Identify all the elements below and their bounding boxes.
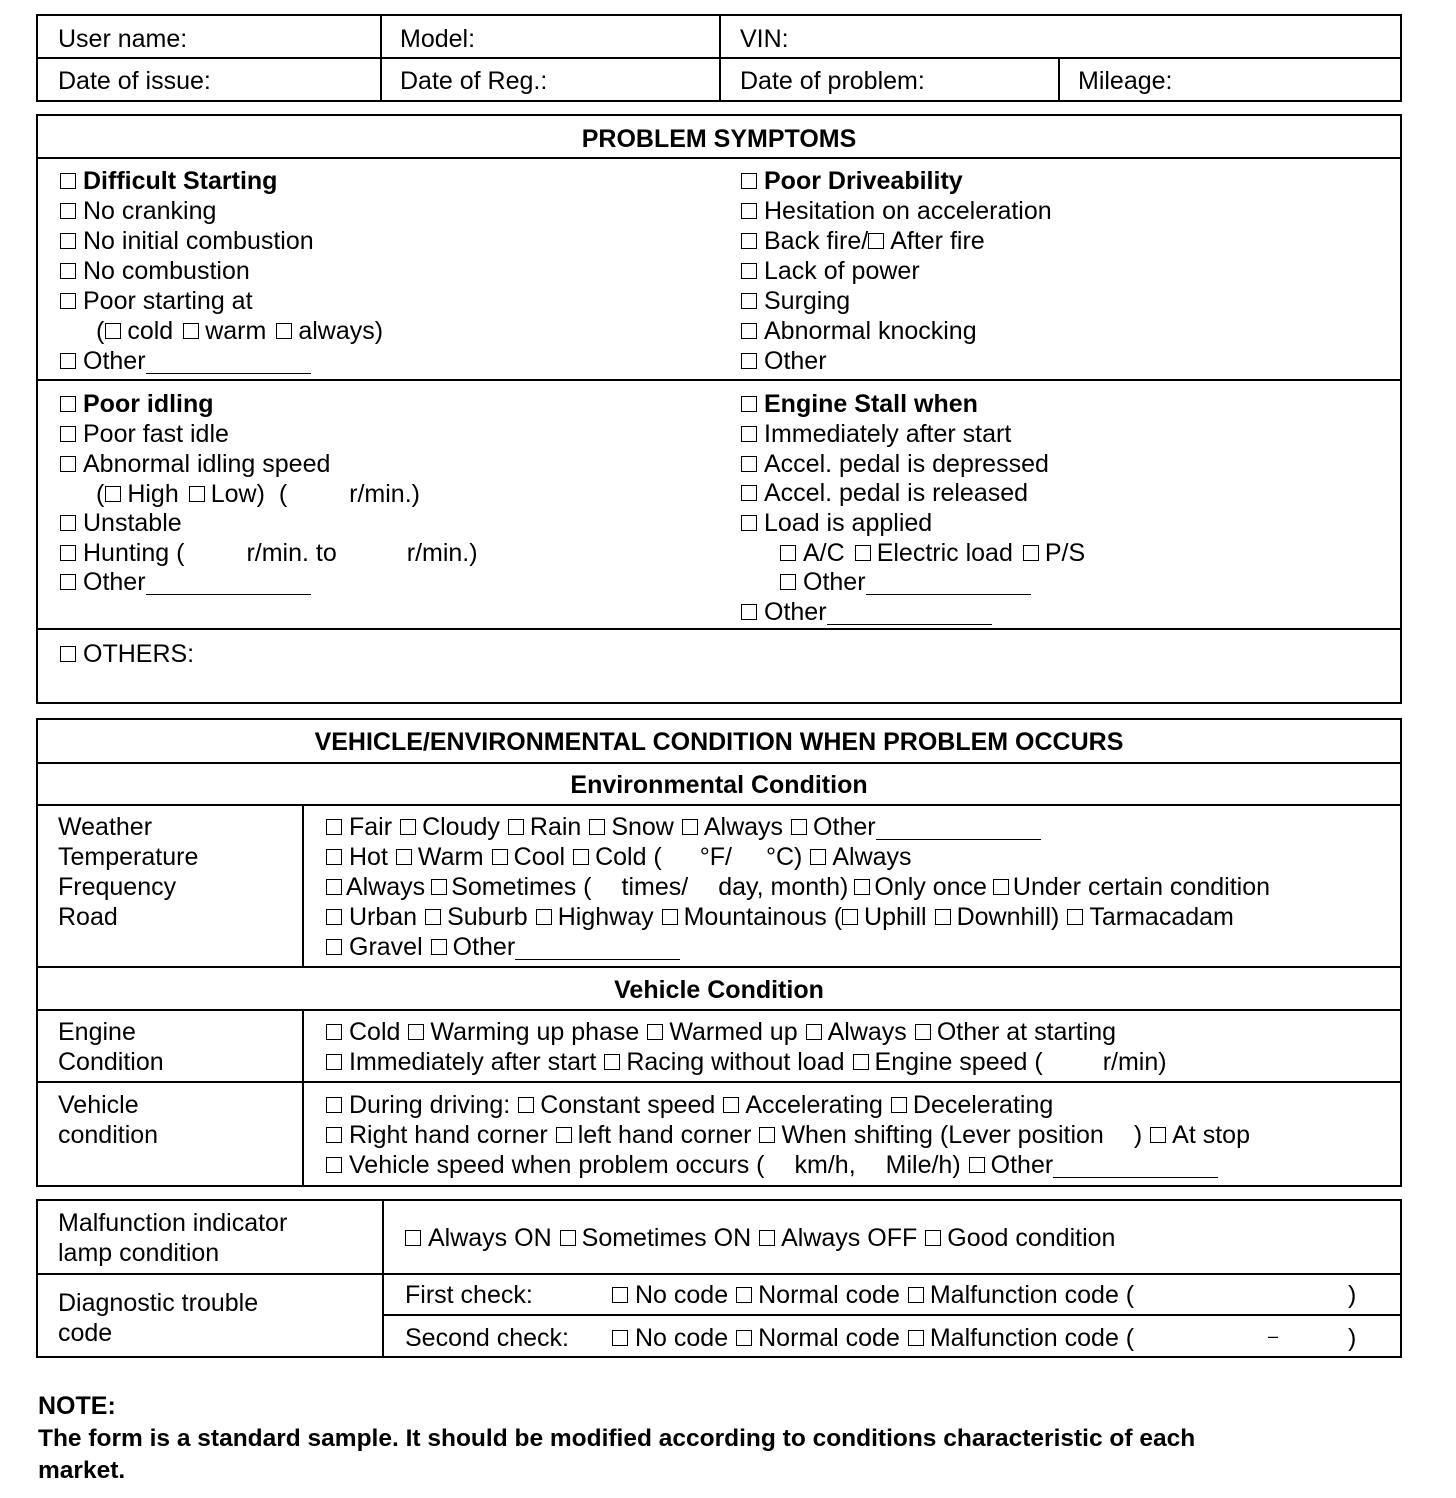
divider bbox=[36, 1009, 1402, 1011]
blank-line[interactable] bbox=[146, 570, 311, 595]
checkbox[interactable] bbox=[560, 1230, 576, 1246]
stall-other[interactable]: Other bbox=[741, 597, 992, 627]
no-cranking-item[interactable]: No cranking bbox=[60, 196, 216, 226]
checkbox[interactable] bbox=[326, 849, 342, 865]
checkbox[interactable] bbox=[60, 233, 76, 249]
vehicle-label: Vehicle bbox=[58, 1091, 139, 1119]
temperature-options: Hot Warm Cool Cold ( °F/ °C) Always bbox=[326, 842, 912, 872]
checkbox[interactable] bbox=[326, 819, 342, 835]
note-heading: NOTE: bbox=[38, 1392, 116, 1420]
checkbox[interactable] bbox=[60, 574, 76, 590]
checkbox[interactable] bbox=[60, 293, 76, 309]
load-options: A/C Electric load P/S bbox=[780, 538, 1085, 568]
second-check-label: Second check: bbox=[405, 1324, 569, 1352]
engine-options: Cold Warming up phase Warmed up Always Other at starting bbox=[326, 1017, 1116, 1047]
divider bbox=[1058, 57, 1060, 102]
blank-line[interactable] bbox=[146, 349, 311, 374]
divider bbox=[382, 1314, 1402, 1316]
abnormal-knocking-item[interactable]: Abnormal knocking bbox=[741, 316, 977, 346]
engine-stall-heading[interactable]: Engine Stall when bbox=[741, 389, 978, 419]
checkbox[interactable] bbox=[647, 1024, 663, 1040]
driveability-other[interactable]: Other bbox=[741, 346, 827, 376]
checkbox[interactable] bbox=[741, 323, 757, 339]
checkbox[interactable] bbox=[891, 1097, 907, 1113]
temperature-label: Temperature bbox=[58, 843, 199, 871]
checkbox[interactable] bbox=[60, 396, 76, 412]
checkbox[interactable] bbox=[105, 323, 121, 339]
checkbox[interactable] bbox=[425, 909, 441, 925]
dtc-label-2: code bbox=[58, 1319, 113, 1347]
checkbox[interactable] bbox=[741, 203, 757, 219]
checkbox[interactable] bbox=[60, 173, 76, 189]
checkbox[interactable] bbox=[915, 1024, 931, 1040]
poor-idling-heading[interactable]: Poor idling bbox=[60, 389, 214, 419]
checkbox[interactable] bbox=[741, 396, 757, 412]
problem-symptoms-section bbox=[36, 114, 1402, 704]
checkbox[interactable] bbox=[741, 515, 757, 531]
checkbox[interactable] bbox=[60, 515, 76, 531]
idling-speed-options: ( High Low) ( r/min.) bbox=[96, 480, 420, 508]
divider bbox=[302, 1009, 304, 1187]
divider bbox=[719, 14, 721, 102]
checkbox[interactable] bbox=[741, 456, 757, 472]
checkbox[interactable] bbox=[759, 1230, 775, 1246]
poor-driveability-heading[interactable]: Poor Driveability bbox=[741, 166, 963, 196]
checkbox[interactable] bbox=[759, 1127, 775, 1143]
checkbox[interactable] bbox=[741, 263, 757, 279]
checkbox[interactable] bbox=[556, 1127, 572, 1143]
blank-line[interactable] bbox=[866, 570, 1031, 595]
second-check-dash: – bbox=[1268, 1326, 1279, 1346]
engine-label-2: Condition bbox=[58, 1048, 164, 1076]
hunting-item[interactable]: Hunting ( r/min. to r/min.) bbox=[60, 538, 478, 568]
checkbox[interactable] bbox=[868, 233, 884, 249]
divider bbox=[382, 1199, 384, 1358]
date-of-problem-field[interactable]: Date of problem: bbox=[740, 67, 925, 95]
checkbox[interactable] bbox=[810, 849, 826, 865]
checkbox[interactable] bbox=[741, 485, 757, 501]
conditions-title: VEHICLE/ENVIRONMENTAL CONDITION WHEN PROBLEM OCCURS bbox=[314, 728, 1124, 756]
hesitation-item[interactable]: Hesitation on acceleration bbox=[741, 196, 1052, 226]
blank-line[interactable] bbox=[827, 600, 992, 625]
poor-starting-options: ( cold warm always) bbox=[96, 317, 384, 345]
checkbox[interactable] bbox=[276, 323, 292, 339]
checkbox[interactable] bbox=[741, 233, 757, 249]
checkbox[interactable] bbox=[854, 879, 870, 895]
checkbox[interactable] bbox=[604, 1054, 620, 1070]
vehicle-options-3: Vehicle speed when problem occurs ( km/h, Mile/h) Other bbox=[326, 1150, 1218, 1180]
checkbox[interactable] bbox=[573, 849, 589, 865]
checkbox[interactable] bbox=[60, 353, 76, 369]
checkbox[interactable] bbox=[326, 1097, 342, 1113]
checkbox[interactable] bbox=[791, 819, 807, 835]
checkbox[interactable] bbox=[105, 486, 121, 502]
user-name-field[interactable]: User name: bbox=[58, 25, 188, 53]
frequency-label: Frequency bbox=[58, 873, 177, 901]
first-check-close: ) bbox=[1348, 1281, 1357, 1309]
second-check-close: ) bbox=[1348, 1324, 1357, 1352]
checkbox[interactable] bbox=[326, 1127, 342, 1143]
checkbox[interactable] bbox=[326, 879, 342, 895]
checkbox[interactable] bbox=[662, 909, 678, 925]
checkbox[interactable] bbox=[1150, 1127, 1166, 1143]
mileage-field[interactable]: Mileage: bbox=[1078, 67, 1173, 95]
stall-immediately-item[interactable]: Immediately after start bbox=[741, 419, 1011, 449]
checkbox[interactable] bbox=[612, 1287, 628, 1303]
note-text-2: market. bbox=[38, 1457, 126, 1484]
checkbox[interactable] bbox=[682, 819, 698, 835]
frequency-options: Always Sometimes ( times/ day, month) Only once Under certain condition bbox=[326, 872, 1270, 902]
checkbox[interactable] bbox=[780, 545, 796, 561]
first-check-label: First check: bbox=[405, 1281, 533, 1309]
checkbox[interactable] bbox=[518, 1097, 534, 1113]
divider bbox=[36, 804, 1402, 806]
checkbox[interactable] bbox=[326, 909, 342, 925]
checkbox[interactable] bbox=[408, 1024, 424, 1040]
checkbox[interactable] bbox=[741, 293, 757, 309]
checkbox[interactable] bbox=[536, 909, 552, 925]
back-fire-item[interactable]: Back fire/ After fire bbox=[741, 226, 985, 256]
others-item[interactable]: OTHERS: bbox=[60, 639, 194, 669]
checkbox[interactable] bbox=[741, 173, 757, 189]
checkbox[interactable] bbox=[993, 879, 1009, 895]
problem-symptoms-title: PROBLEM SYMPTOMS bbox=[581, 125, 857, 153]
divider bbox=[36, 966, 1402, 968]
blank-line[interactable] bbox=[515, 935, 680, 960]
checkbox[interactable] bbox=[736, 1287, 752, 1303]
divider bbox=[36, 1081, 1402, 1083]
road-label: Road bbox=[58, 903, 118, 931]
difficult-starting-heading[interactable]: Difficult Starting bbox=[60, 166, 277, 196]
divider bbox=[36, 762, 1402, 764]
checkbox[interactable] bbox=[60, 456, 76, 472]
divider bbox=[302, 804, 304, 966]
mil-options: Always ON Sometimes ON Always OFF Good condition bbox=[405, 1223, 1115, 1253]
stall-accel-depressed-item[interactable]: Accel. pedal is depressed bbox=[741, 449, 1049, 479]
dtc-label: Diagnostic trouble bbox=[58, 1289, 259, 1317]
date-of-issue-field[interactable]: Date of issue: bbox=[58, 67, 211, 95]
checkbox[interactable] bbox=[396, 849, 412, 865]
note-text: The form is a standard sample. It should be modified according to conditions characteristic of each bbox=[38, 1425, 1196, 1452]
poor-fast-idle-item[interactable]: Poor fast idle bbox=[60, 419, 229, 449]
checkbox[interactable] bbox=[400, 819, 416, 835]
checkbox[interactable] bbox=[853, 1054, 869, 1070]
checkbox[interactable] bbox=[589, 819, 605, 835]
checkbox[interactable] bbox=[326, 1054, 342, 1070]
checkbox[interactable] bbox=[969, 1157, 985, 1173]
first-check-options: No code Normal code Malfunction code ( bbox=[612, 1280, 1134, 1310]
divider bbox=[36, 157, 1402, 159]
checkbox[interactable] bbox=[935, 909, 951, 925]
checkbox[interactable] bbox=[189, 486, 205, 502]
checkbox[interactable] bbox=[780, 574, 796, 590]
checkbox[interactable] bbox=[1023, 545, 1039, 561]
checkbox[interactable] bbox=[492, 849, 508, 865]
checkbox[interactable] bbox=[431, 939, 447, 955]
checkbox[interactable] bbox=[1067, 909, 1083, 925]
checkbox[interactable] bbox=[736, 1330, 752, 1346]
divider bbox=[36, 1273, 1402, 1275]
checkbox[interactable] bbox=[612, 1330, 628, 1346]
checkbox[interactable] bbox=[908, 1287, 924, 1303]
checkbox[interactable] bbox=[60, 646, 76, 662]
surging-item[interactable]: Surging bbox=[741, 286, 850, 316]
checkbox[interactable] bbox=[60, 426, 76, 442]
checkbox[interactable] bbox=[405, 1230, 421, 1246]
checkbox[interactable] bbox=[855, 545, 871, 561]
weather-options: Fair Cloudy Rain Snow Always Other bbox=[326, 812, 1041, 842]
road-options: Urban Suburb Highway Mountainous ( Uphill Downhill) Tarmacadam bbox=[326, 902, 1234, 932]
checkbox[interactable] bbox=[60, 545, 76, 561]
road-options-2: Gravel Other bbox=[326, 932, 680, 962]
checkbox[interactable] bbox=[908, 1330, 924, 1346]
checkbox[interactable] bbox=[60, 203, 76, 219]
weather-label: Weather bbox=[58, 813, 153, 841]
mil-label: Malfunction indicator bbox=[58, 1209, 288, 1237]
model-field[interactable]: Model: bbox=[400, 25, 476, 53]
checkbox[interactable] bbox=[326, 939, 342, 955]
divider bbox=[36, 628, 1402, 630]
checkbox[interactable] bbox=[183, 323, 199, 339]
load-other[interactable]: Other bbox=[780, 567, 1031, 597]
date-of-reg-field[interactable]: Date of Reg.: bbox=[400, 67, 548, 95]
checkbox[interactable] bbox=[326, 1024, 342, 1040]
abnormal-idling-item[interactable]: Abnormal idling speed bbox=[60, 449, 330, 479]
engine-label: Engine bbox=[58, 1018, 136, 1046]
no-initial-combustion-item[interactable]: No initial combustion bbox=[60, 226, 314, 256]
vehicle-label-2: condition bbox=[58, 1121, 159, 1149]
checkbox[interactable] bbox=[431, 879, 447, 895]
engine-options-2: Immediately after start Racing without load Engine speed ( r/min) bbox=[326, 1047, 1167, 1077]
mil-label-2: lamp condition bbox=[58, 1239, 220, 1267]
vehicle-condition-title: Vehicle Condition bbox=[614, 976, 824, 1004]
divider bbox=[380, 14, 382, 102]
vin-field[interactable]: VIN: bbox=[740, 25, 789, 53]
stall-accel-released-item[interactable]: Accel. pedal is released bbox=[741, 478, 1028, 508]
second-check-options: No code Normal code Malfunction code ( bbox=[612, 1323, 1134, 1353]
idling-other[interactable]: Other bbox=[60, 567, 311, 597]
stall-load-applied-item[interactable]: Load is applied bbox=[741, 508, 932, 538]
checkbox[interactable] bbox=[326, 1157, 342, 1173]
checkbox[interactable] bbox=[741, 426, 757, 442]
checkbox[interactable] bbox=[806, 1024, 822, 1040]
checkbox[interactable] bbox=[723, 1097, 739, 1113]
checkbox[interactable] bbox=[508, 819, 524, 835]
checkbox[interactable] bbox=[741, 604, 757, 620]
blank-line[interactable] bbox=[876, 815, 1041, 840]
lack-of-power-item[interactable]: Lack of power bbox=[741, 256, 920, 286]
divider bbox=[36, 379, 1402, 381]
vehicle-options-2: Right hand corner left hand corner When shifting (Lever position ) At stop bbox=[326, 1120, 1250, 1150]
no-combustion-item[interactable]: No combustion bbox=[60, 256, 250, 286]
checkbox[interactable] bbox=[741, 353, 757, 369]
checkbox[interactable] bbox=[60, 263, 76, 279]
vehicle-options: During driving: Constant speed Accelerating Decelerating bbox=[326, 1090, 1053, 1120]
checkbox[interactable] bbox=[925, 1230, 941, 1246]
unstable-item[interactable]: Unstable bbox=[60, 508, 182, 538]
poor-starting-item[interactable]: Poor starting at bbox=[60, 286, 253, 316]
blank-line[interactable] bbox=[1053, 1153, 1218, 1178]
environmental-title: Environmental Condition bbox=[570, 771, 868, 799]
difficult-starting-other[interactable]: Other bbox=[60, 346, 311, 376]
checkbox[interactable] bbox=[842, 909, 858, 925]
